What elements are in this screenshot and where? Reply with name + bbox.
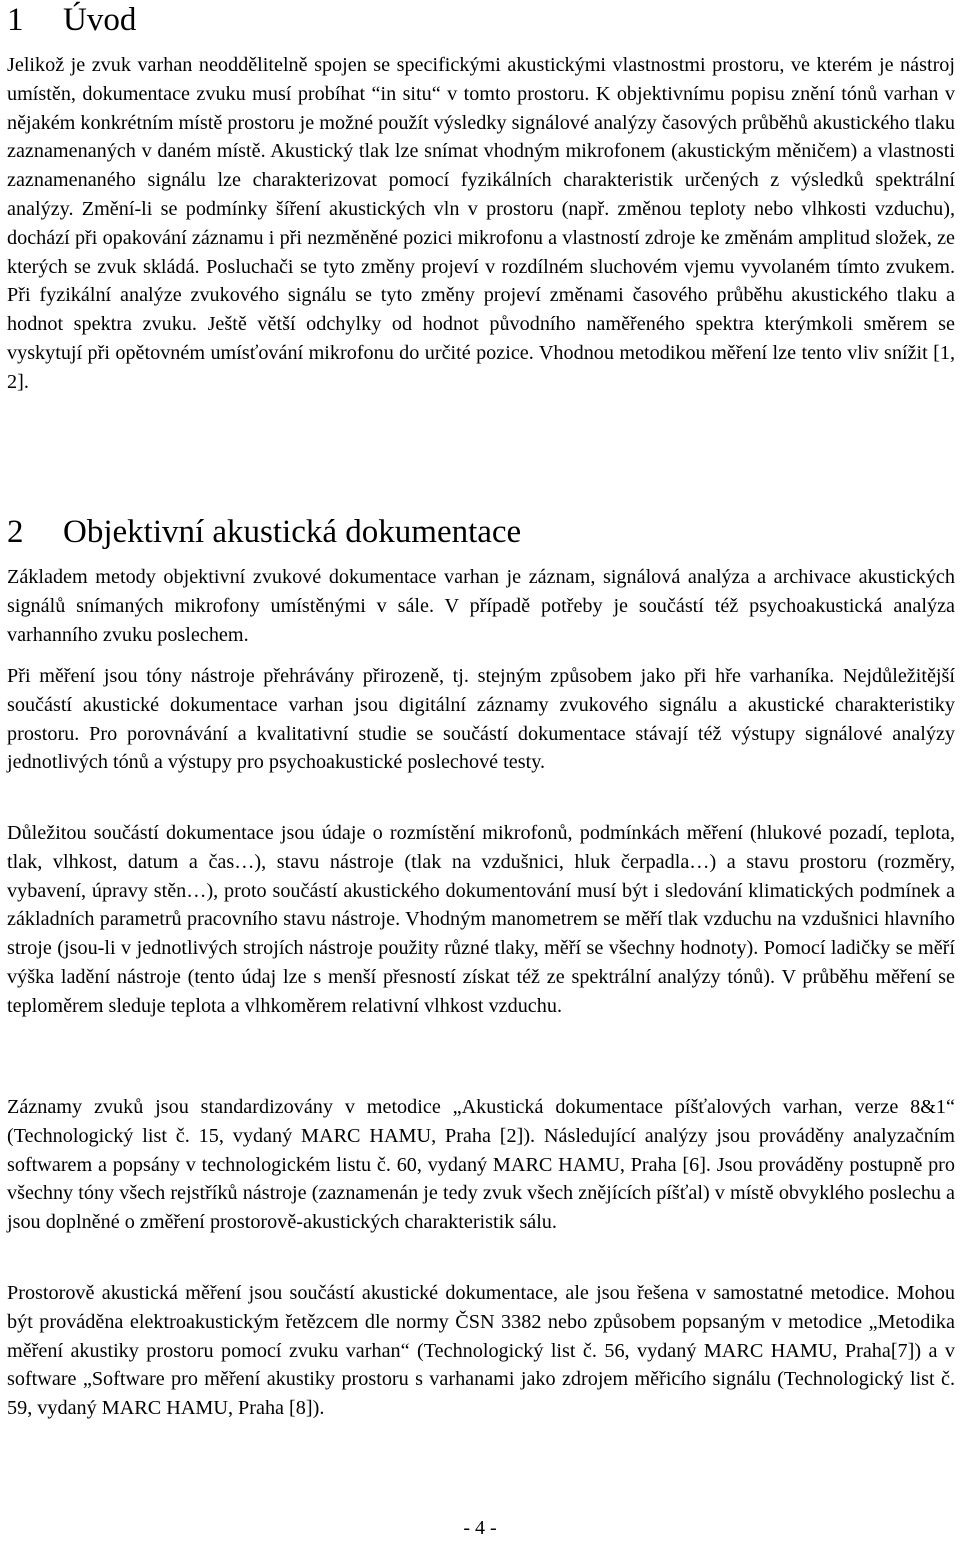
section-2-paragraph-2: Při měření jsou tóny nástroje přehrávány přirozeně, tj. stejným způsobem jako při hře varhaníka. Nejdůležitější součástí akustické dokumentace varhan jsou digitální záznamy zvukového signálu a akustické charakteristiky prostoru. Pro porovnávání a kvalitativní studie se součástí dokumentace stávají též výstupy signálové analýzy jednotlivých tónů a výstupy pro psychoakustické poslechové testy.: [7, 665, 955, 774]
section-2-paragraph-1: Základem metody objektivní zvukové dokumentace varhan je záznam, signálová analýza a archivace akustických signálů snímaných mikrofony umístěnými v sále. V případě potřeby je součástí též psychoakustická analýza varhanního zvuku poslechem.: [7, 566, 955, 646]
section-2-heading: [7, 512, 521, 552]
section-1-number: 1: [7, 2, 24, 38]
section-2-paragraph-5: Prostorově akustická měření jsou součástí akustické dokumentace, ale jsou řešena v samostatné metodice. Mohou být prováděna elektroakustickým řetězcem dle normy ČSN 3382 nebo způsobem popsaným v metodice „Metodika měření akustiky prostoru pomocí zvuku varhan“ (Technologický list č. 56, vydaný MARC HAMU, Praha[7]) a v software „Software pro měření akustiky prostoru s varhanami jako zdrojem měřicího signálu (Technologický list č. 59, vydaný MARC HAMU, Praha [8]).: [7, 1282, 955, 1420]
section-1-title: Úvod: [63, 2, 137, 38]
section-2-paragraph-3: Důležitou součástí dokumentace jsou údaje o rozmístění mikrofonů, podmínkách měření (hlukové pozadí, teplota, tlak, vlhkost, datum a čas…), stavu nástroje (tlak na vzdušnici, hluk čerpadla…) a stavu prostoru (rozměry, vybavení, úpravy stěn…), proto součástí akustického dokumentování musí být i sledování klimatických podmínek a základních parametrů pracovního stavu nástroje. Vhodným manometrem se měří tlak vzduchu na vzdušnici hlavního stroje (jsou-li v jednotlivých strojích nástroje použity různé tlaky, měří se všechny hodnoty). Pomocí ladičky se měří výška ladění nástroje (tento údaj lze s menší přesností získat též ze spektrální analýzy tónů). V průběhu měření se teploměrem sleduje teplota a vlhkoměrem relativní vlhkost vzduchu.: [7, 822, 955, 1017]
section-2-number: 2: [7, 514, 24, 550]
page-number: - 4 -: [463, 1517, 497, 1539]
section-2-paragraph-4: Záznamy zvuků jsou standardizovány v metodice „Akustická dokumentace píšťalových varhan, verze 8&1“ (Technologický list č. 15, vydaný MARC HAMU, Praha [2]). Následující analýzy jsou prováděny analyzačním softwarem a popsány v technologickém listu č. 60, vydaný MARC HAMU, Praha [6]. Jsou prováděny postupně pro všechny tóny všech rejstříků nástroje (zaznamenán je tedy zvuk všech znějících píšťal) v místě obvyklého poslechu a jsou doplněné o změření prostorově-akustických charakteristik sálu.: [7, 1096, 955, 1234]
section-1-heading: [7, 0, 136, 40]
section-2-title: Objektivní akustická dokumentace: [63, 514, 522, 550]
section-1-paragraph-1: Jelikož je zvuk varhan neoddělitelně spojen se specifickými akustickými vlastnostmi prostoru, ve kterém je nástroj umístěn, dokumentace zvuku musí probíhat “in situ“ v tomto prostoru. K objektivnímu popisu znění tónů varhan v nějakém konkrétním místě prostoru je možné použít výsledky signálové analýzy časových průběhů akustického tlaku zaznamenaných v daném místě. Akustický tlak lze snímat vhodným mikrofonem (akustickým měničem) a vlastnosti zaznamenaného signálu lze charakterizovat pomocí fyzikálních charakteristik určených z výsledků spektrální analýzy. Změní-li se podmínky šíření akustických vln v prostoru (např. změnou teploty nebo vlhkosti vzduchu), dochází při opakování záznamu i při nezměněné pozici mikrofonu a vlastností zdroje ke změnám amplitud složek, ze kterých se zvuk skládá. Posluchači se tyto změny projeví v rozdílném sluchovém vjemu vyvolaném tímto zvukem. Při fyzikální analýze zvukového signálu se tyto změny projeví změnami časového průběhu akustického tlaku a hodnot spektra zvuku. Ještě větší odchylky od hodnot původního naměřeného spektra kterýmkoli směrem se vyskytují při opětovném umísťování mikrofonu do určité pozice. Vhodnou metodikou měření lze tento vliv snížit [1, 2].: [7, 54, 956, 393]
